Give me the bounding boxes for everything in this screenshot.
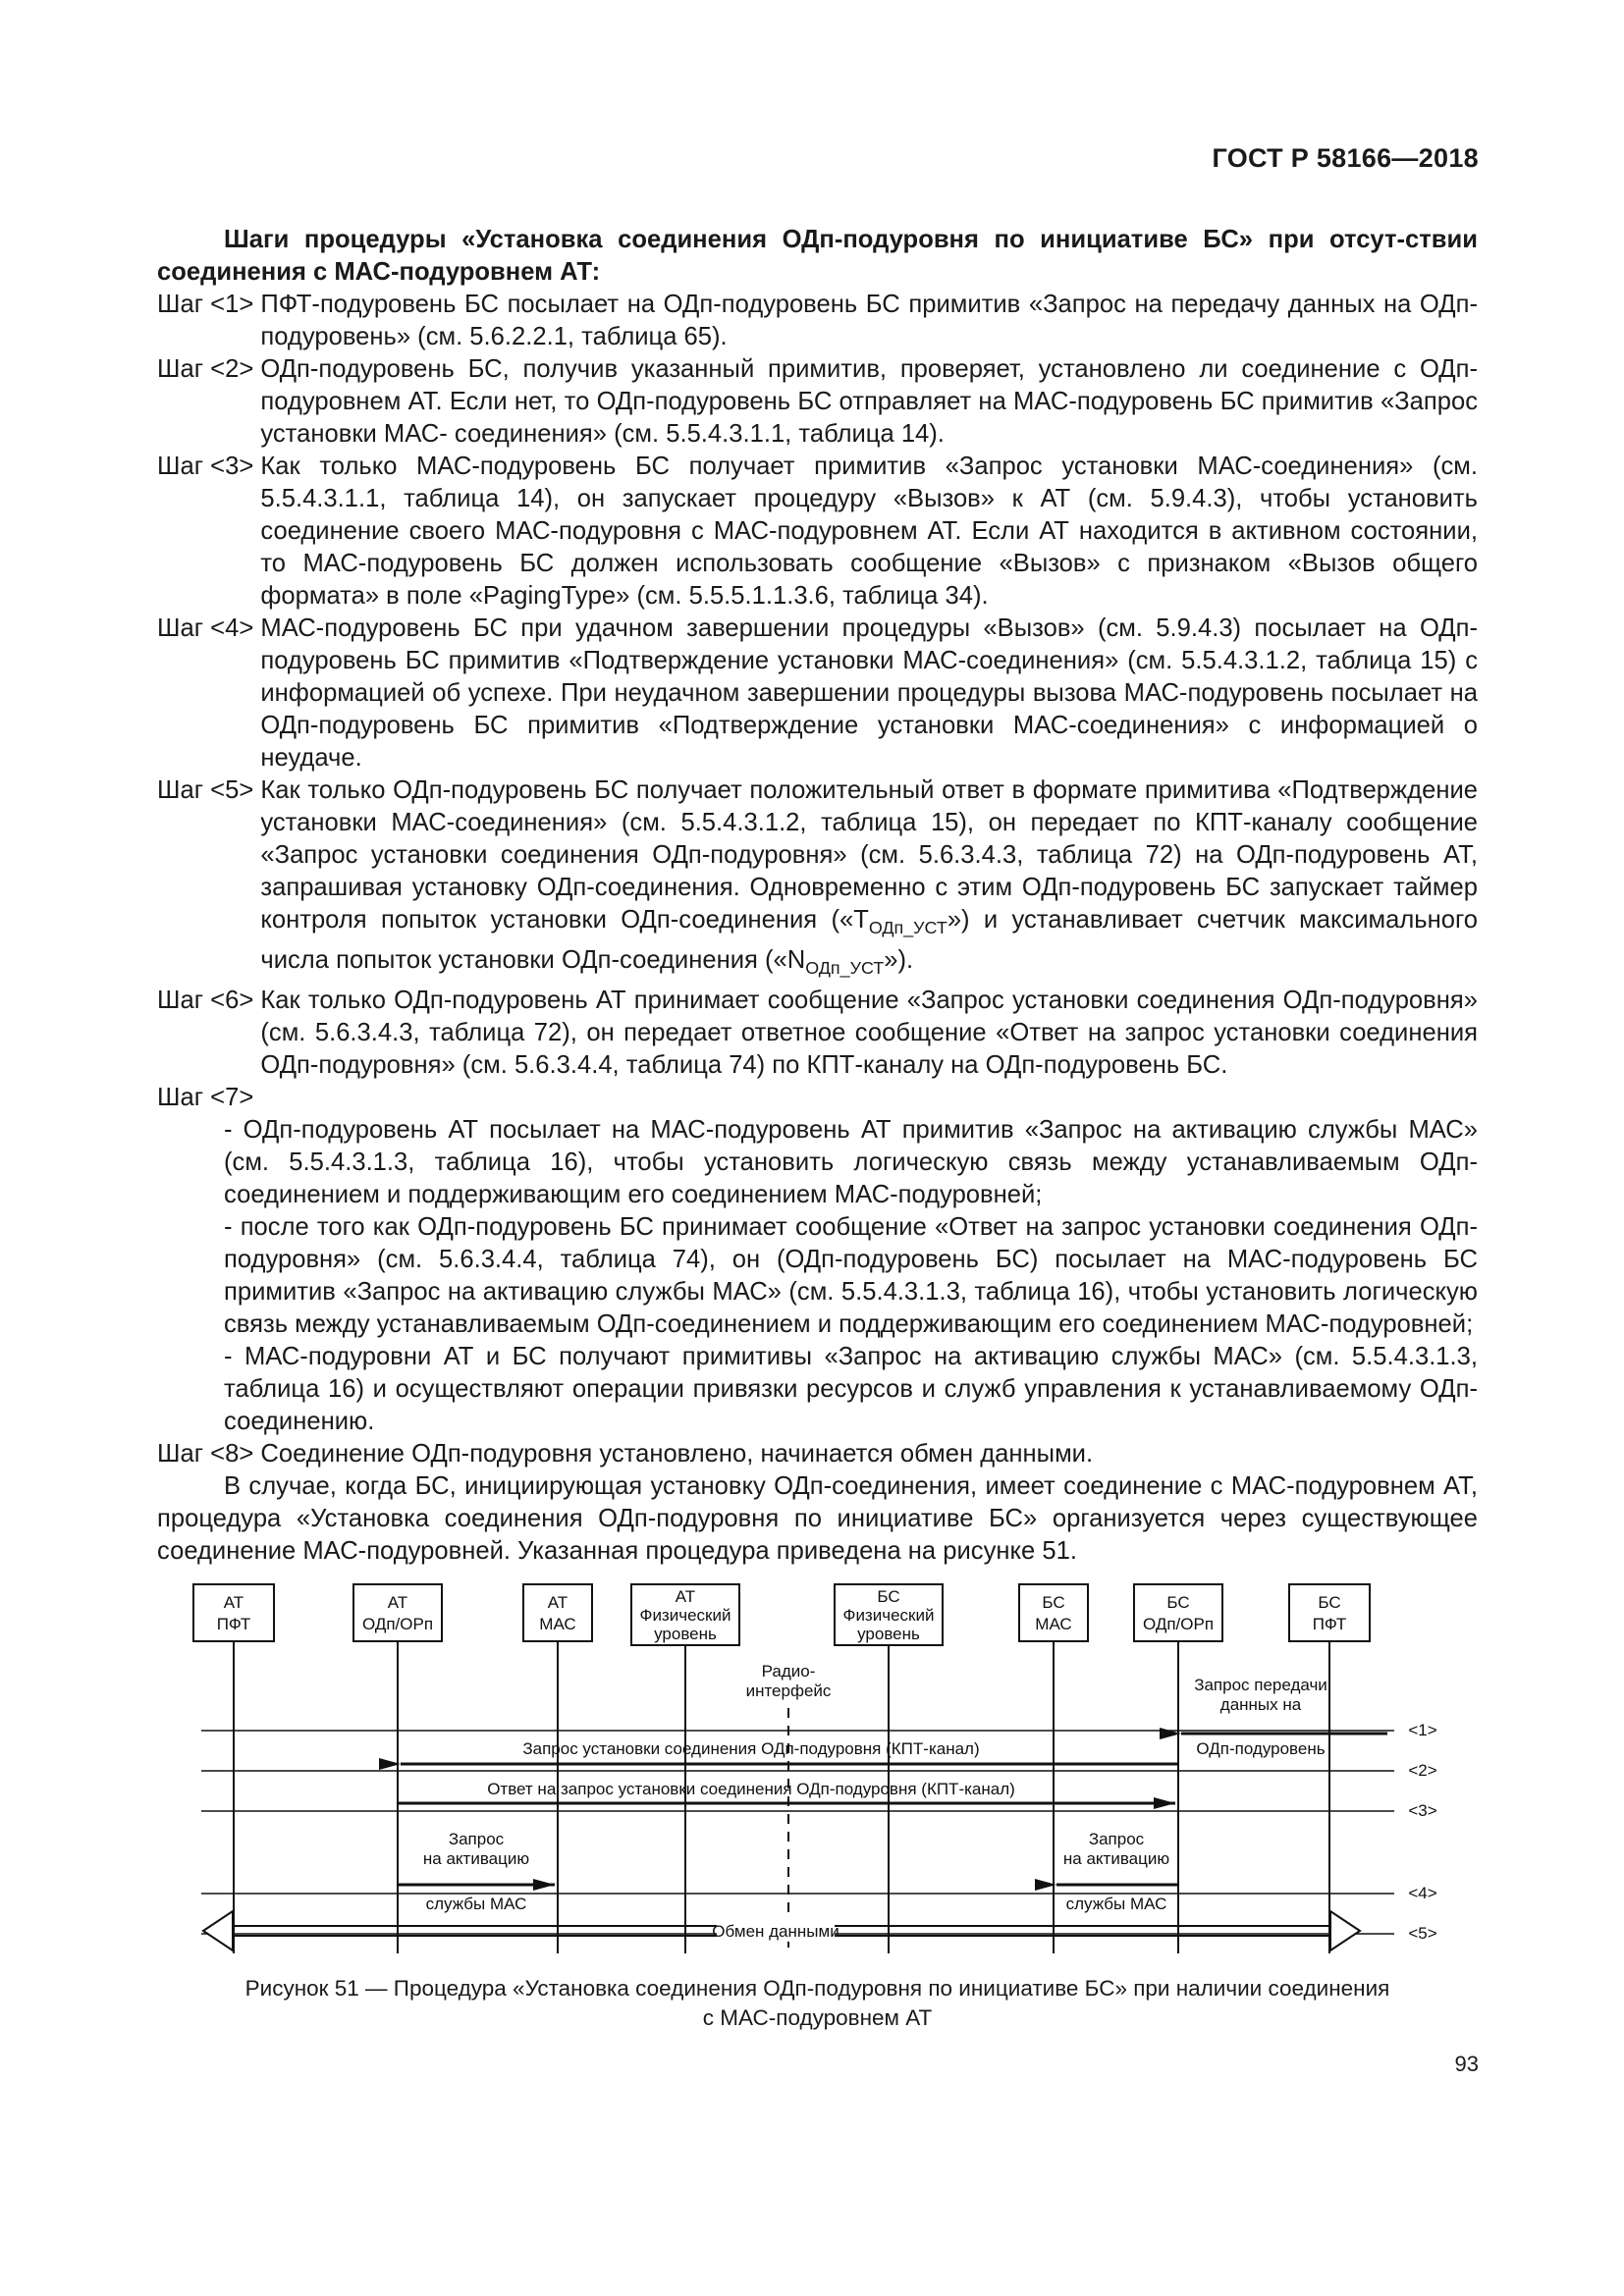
msg4-bs-label: Запрос — [1088, 1830, 1145, 1848]
entity-label: АТ — [387, 1593, 408, 1612]
entity-bs-odp — [1134, 1584, 1222, 1641]
step-text-part: Как только ОДп-подуровень БС получает положительный ответ в формате примитива «Подтверждение установки МАС-соединения» (см. 5.5.4.3.1.2, таблица 15), он передает по КПТ-каналу сообщение «Запрос установки соединения ОДп-подуровня» (см. 5.6.3.4.3, таблица 72) на ОДп-подуровень АТ, запрашивая установку ОДп-соединения. Одновременно с этим ОДп-подуровень БС запускает таймер контроля попыток установки ОДп-соединения («T — [260, 776, 1478, 934]
step-text — [260, 774, 1478, 985]
step-7-list — [224, 1114, 1478, 1438]
step-text: Соединение ОДп-подуровня установлено, начинается обмен данными. — [260, 1440, 1094, 1468]
sequence-diagram-svg — [182, 1561, 1458, 1973]
entity-label: Физический — [842, 1606, 935, 1625]
caption-line: Рисунок 51 — Процедура «Установка соединения ОДп-подуровня по инициативе БС» при наличии соединения — [244, 1976, 1390, 2001]
step-4 — [157, 613, 1478, 774]
step-label: Шаг <6> — [157, 987, 261, 1015]
closing-paragraph: В случае, когда БС, инициирующая установку ОДп-соединения, имеет соединение с МАС-подуровнем АТ, процедура «Установка соединения ОДп-подуровня по инициативе БС» организуется через существующее соединение МАС-подуровней. Указанная процедура приведена на рисунке 51. — [157, 1472, 1478, 1566]
entity-label: уровень — [857, 1625, 920, 1643]
entity-label: МАС — [539, 1615, 576, 1633]
step-text: Как только МАС-подуровень БС получает примитив «Запрос установки МАС-соединения» (см. 5.5.4.3.1.1, таблица 14), он запускает процедуру «Вызов» к АТ (см. 5.9.4.3), чтобы установить соединение своего МАС-подуровня с МАС-подуровнем АТ. Если АТ находится в активном состоянии, то МАС-подуровень БС должен использовать сообщение «Вызов» с признаком «Вызов общего формата» в поле «PagingType» (см. 5.5.5.1.1.3.6, таблица 34). — [260, 453, 1478, 610]
msg3-label: Ответ на запрос установки соединения ОДп-подуровня (КПТ-канал) — [487, 1780, 1015, 1798]
step-5 — [157, 774, 1478, 985]
radio-interface-label: интерфейс — [745, 1682, 832, 1700]
entity-label: ОДп/ОРп — [1142, 1615, 1215, 1633]
entity-at-odp — [353, 1584, 442, 1641]
step-label: Шаг <4> — [157, 614, 261, 642]
entity-label: БС — [1166, 1593, 1190, 1612]
procedure-intro: Шаги процедуры «Установка соединения ОДп-подуровня по инициативе БС» при отсут-ствии соединения с МАС-подуровнем АТ: — [157, 226, 1478, 286]
entity-at-phy — [631, 1584, 739, 1645]
entity-at-pft — [193, 1584, 274, 1641]
entity-label: АТ — [675, 1587, 696, 1606]
step-label-4: <4> — [1408, 1884, 1437, 1902]
step-text: ОДп-подуровень БС, получив указанный примитив, проверяет, установлено ли соединение с ОДп-подуровнем АТ. Если нет, то ОДп-подуровень БС отправляет на МАС-подуровень БС примитив «Запрос установки МАС- соединения» (см. 5.5.4.3.1.1, таблица 14). — [260, 355, 1478, 448]
list-item: - МАС-подуровни АТ и БС получают примитивы «Запрос на активацию службы МАС» (см. 5.5.4.3.1.3, таблица 16) и осуществляют операции привязки ресурсов и служб управления к устанавливаемому ОДп-соединению. — [224, 1343, 1478, 1436]
counter-subscript: ОДп_УСТ — [805, 958, 885, 979]
step-7 — [157, 1082, 1478, 1438]
msg4-at-label: Запрос — [448, 1830, 505, 1848]
entity-label: МАС — [1035, 1615, 1072, 1633]
entity-bs-phy — [835, 1584, 943, 1645]
step-labels — [1408, 1721, 1436, 1943]
step-text: МАС-подуровень БС при удачном завершении процедуры «Вызов» (см. 5.9.4.3) посылает на ОДп-подуровень БС примитив «Подтверждение установки МАС-соединения» (см. 5.5.4.3.1.2, таблица 15) с информацией об успехе. При неудачном завершении процедуры вызова МАС-подуровень посылает на ОДп-подуровень БС примитив «Подтверждение установки МАС-соединения» с информацией о неудаче. — [260, 614, 1478, 772]
msg2-label: Запрос установки соединения ОДп-подуровня (КПТ-канал) — [522, 1739, 980, 1758]
step-label: Шаг <1> — [157, 291, 261, 318]
msg4-at-label: службы МАС — [425, 1895, 527, 1913]
caption-line: с МАС-подуровнем АТ — [702, 2005, 933, 2030]
msg1-label: ОДп-подуровень — [1196, 1739, 1326, 1758]
step-label: Шаг <5> — [157, 776, 261, 804]
step-2 — [157, 353, 1478, 451]
entity-label: уровень — [654, 1625, 717, 1643]
timer-subscript: ОДп_УСТ — [868, 918, 947, 938]
page-number: 93 — [1454, 2052, 1479, 2076]
list-item: - после того как ОДп-подуровень БС принимает сообщение «Ответ на запрос установки соединения ОДп-подуровня» (см. 5.6.3.4.4, таблица 74), он (ОДп-подуровень БС) посылает на МАС-подуровень БС примитив «Запрос на активацию службы МАС» (см. 5.5.4.3.1.3, таблица 16), чтобы установить логическую связь между устанавливаемым ОДп-соединением и поддерживающим его соединением МАС-подуровней; — [224, 1213, 1478, 1339]
entity-label: БС — [1042, 1593, 1065, 1612]
entity-label: ПФТ — [1312, 1615, 1347, 1633]
msg5-data-exchange-arrow — [203, 1911, 1360, 1950]
step-label: Шаг <7> — [157, 1084, 254, 1112]
entity-label: АТ — [223, 1593, 244, 1612]
step-label: Шаг <8> — [157, 1440, 261, 1468]
entity-label: ПФТ — [216, 1615, 251, 1633]
entity-label: БС — [877, 1587, 900, 1606]
list-item: - ОДп-подуровень АТ посылает на МАС-подуровень АТ примитив «Запрос на активацию службы МАС» (см. 5.5.4.3.1.3, таблица 16), чтобы установить логическую связь между устанавливаемым ОДп-соединением и поддерживающим его соединением МАС-подуровней; — [224, 1116, 1478, 1209]
entity-label: ОДп/ОРп — [361, 1615, 434, 1633]
msg1-label: Запрос передачи — [1194, 1676, 1327, 1694]
radio-interface-label: Радио- — [761, 1662, 816, 1681]
step-3 — [157, 451, 1478, 613]
entity-label: АТ — [547, 1593, 568, 1612]
step-6 — [157, 985, 1478, 1082]
step-text-part: »). — [884, 946, 914, 975]
entity-bs-mac — [1019, 1584, 1088, 1641]
step-text-part: ») и устанавливает счетчик максимального числа попыток установки ОДп-соединения («N — [260, 906, 1478, 975]
step-label-3: <3> — [1408, 1801, 1437, 1820]
msg1-label: данных на — [1219, 1695, 1302, 1714]
msg4-at-label: на активацию — [422, 1849, 530, 1868]
entity-bs-pft — [1289, 1584, 1370, 1641]
step-8 — [157, 1438, 1478, 1470]
step-separators — [201, 1731, 1394, 1934]
entity-at-mac — [523, 1584, 592, 1641]
step-label-1: <1> — [1408, 1721, 1437, 1739]
figure-caption — [157, 1974, 1478, 2033]
step-label-2: <2> — [1408, 1761, 1437, 1780]
step-label-5: <5> — [1408, 1924, 1437, 1943]
msg4-bs-label: на активацию — [1062, 1849, 1170, 1868]
entity-label: Физический — [639, 1606, 731, 1625]
step-text: Как только ОДп-подуровень АТ принимает сообщение «Запрос установки соединения ОДп-подуровня» (см. 5.6.3.4.3, таблица 72), он передает ответное сообщение «Ответ на запрос установки соединения ОДп-подуровня» (см. 5.6.3.4.4, таблица 74) по КПТ-каналу на ОДп-подуровень БС. — [260, 987, 1478, 1080]
msg5-label: Обмен данными — [712, 1922, 839, 1941]
document-header: ГОСТ Р 58166—2018 — [1212, 143, 1479, 173]
step-text: ПФТ-подуровень БС посылает на ОДп-подуровень БС примитив «Запрос на передачу данных на ОДп-подуровень» (см. 5.6.2.2.1, таблица 65). — [260, 291, 1478, 350]
step-label: Шаг <2> — [157, 355, 261, 383]
sequence-diagram — [182, 1561, 1458, 1973]
msg4-bs-label: службы МАС — [1065, 1895, 1167, 1913]
step-1 — [157, 289, 1478, 353]
main-text — [157, 224, 1478, 1568]
entity-label: БС — [1318, 1593, 1341, 1612]
step-label: Шаг <3> — [157, 453, 261, 480]
